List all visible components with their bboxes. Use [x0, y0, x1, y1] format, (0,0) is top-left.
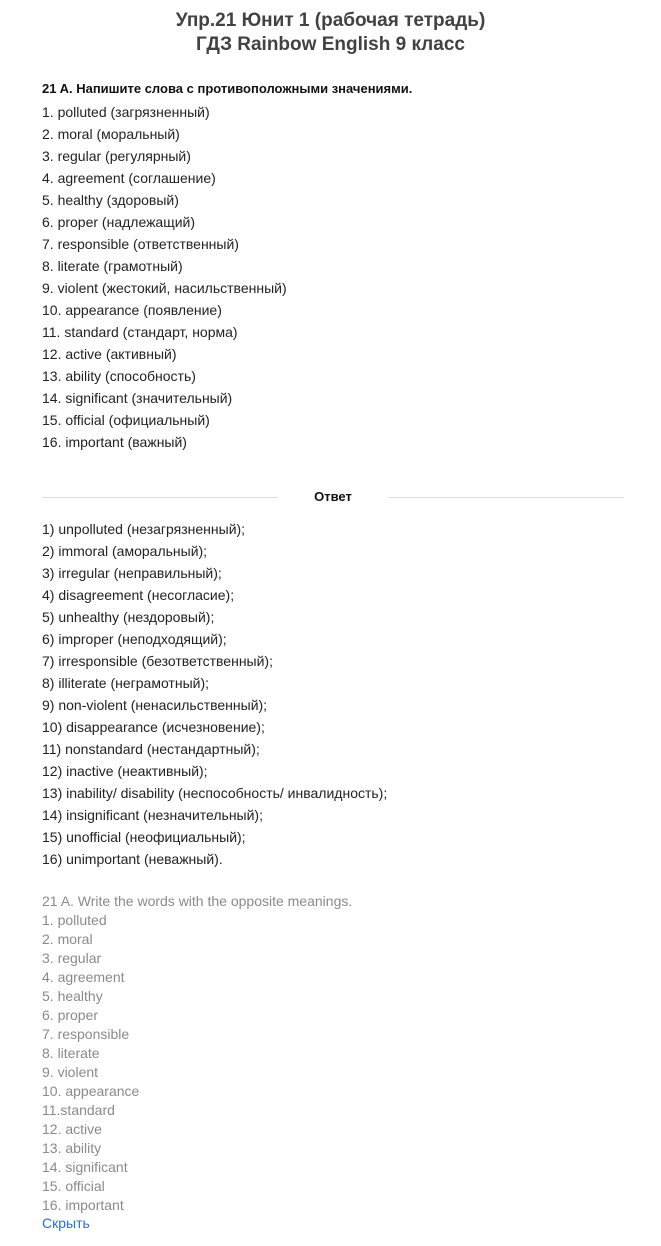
answer-label: Ответ [314, 489, 352, 504]
english-heading: 21 A. Write the words with the opposite meanings. [42, 893, 353, 909]
english-item: 10. appearance [42, 1083, 140, 1099]
task-item: 12. active (активный) [42, 346, 177, 362]
english-section [42, 892, 352, 1215]
english-item: 13. ability [42, 1140, 102, 1156]
answer-item: 16) unimportant (неважный). [42, 851, 223, 867]
hide-link[interactable]: Скрыть [42, 1215, 90, 1231]
english-item: 5. healthy [42, 988, 103, 1004]
answer-item: 2) immoral (аморальный); [42, 543, 208, 559]
task-item: 11. standard (стандарт, норма) [42, 324, 238, 340]
answer-item: 7) irresponsible (безответственный); [42, 653, 273, 669]
task-item: 10. appearance (появление) [42, 302, 222, 318]
answer-item: 8) illiterate (неграмотный); [42, 675, 210, 691]
task-heading: 21 A. Напишите слова с противоположными значениями. [42, 81, 413, 96]
english-item: 15. official [42, 1178, 105, 1194]
answer-item: 11) nonstandard (нестандартный); [42, 741, 260, 757]
answer-item: 4) disagreement (несогласие); [42, 587, 235, 603]
divider-right [388, 497, 624, 498]
task-item: 2. moral (моральный) [42, 126, 180, 142]
english-item: 2. moral [42, 931, 93, 947]
answer-item: 6) improper (неподходящий); [42, 631, 227, 647]
answer-item: 14) insignificant (незначительный); [42, 807, 263, 823]
page-subtitle: ГДЗ Rainbow English 9 класс [196, 34, 465, 55]
answer-item: 5) unhealthy (нездоровый); [42, 609, 215, 625]
task-item: 1. polluted (загрязненный) [42, 104, 210, 120]
english-item: 16. important [42, 1197, 124, 1213]
english-item: 9. violent [42, 1064, 99, 1080]
answer-item: 10) disappearance (исчезновение); [42, 719, 265, 735]
answer-item: 15) unofficial (неофициальный); [42, 829, 246, 845]
page-title: Упр.21 Юнит 1 (рабочая тетрадь) [175, 10, 486, 31]
task-item: 8. literate (грамотный) [42, 258, 183, 274]
english-item: 3. regular [42, 950, 102, 966]
english-item: 14. significant [42, 1159, 128, 1175]
task-item: 13. ability (способность) [42, 368, 196, 384]
task-item: 6. proper (надлежащий) [42, 214, 196, 230]
answer-item: 1) unpolluted (незагрязненный); [42, 521, 246, 537]
answer-list [42, 518, 387, 870]
task-list [42, 101, 287, 453]
answer-item: 12) inactive (неактивный); [42, 763, 208, 779]
task-item: 5. healthy (здоровый) [42, 192, 179, 208]
task-item: 16. important (важный) [42, 434, 187, 450]
task-item: 7. responsible (ответственный) [42, 236, 239, 252]
task-item: 3. regular (регулярный) [42, 148, 191, 164]
english-item: 7. responsible [42, 1026, 130, 1042]
english-item: 4. agreement [42, 969, 125, 985]
task-item: 15. official (официальный) [42, 412, 210, 428]
english-item: 11.standard [42, 1102, 115, 1118]
answer-item: 13) inability/ disability (неспособность/ инвалидность); [42, 785, 388, 801]
english-item: 6. proper [42, 1007, 99, 1023]
english-item: 1. polluted [42, 912, 107, 928]
task-item: 4. agreement (соглашение) [42, 170, 216, 186]
task-item: 14. significant (значительный) [42, 390, 233, 406]
divider-left [42, 497, 278, 498]
english-list [42, 911, 352, 1215]
answer-item: 9) non-violent (ненасильственный); [42, 697, 268, 713]
task-item: 9. violent (жестокий, насильственный) [42, 280, 287, 296]
english-item: 8. literate [42, 1045, 100, 1061]
english-item: 12. active [42, 1121, 102, 1137]
answer-item: 3) irregular (неправильный); [42, 565, 222, 581]
